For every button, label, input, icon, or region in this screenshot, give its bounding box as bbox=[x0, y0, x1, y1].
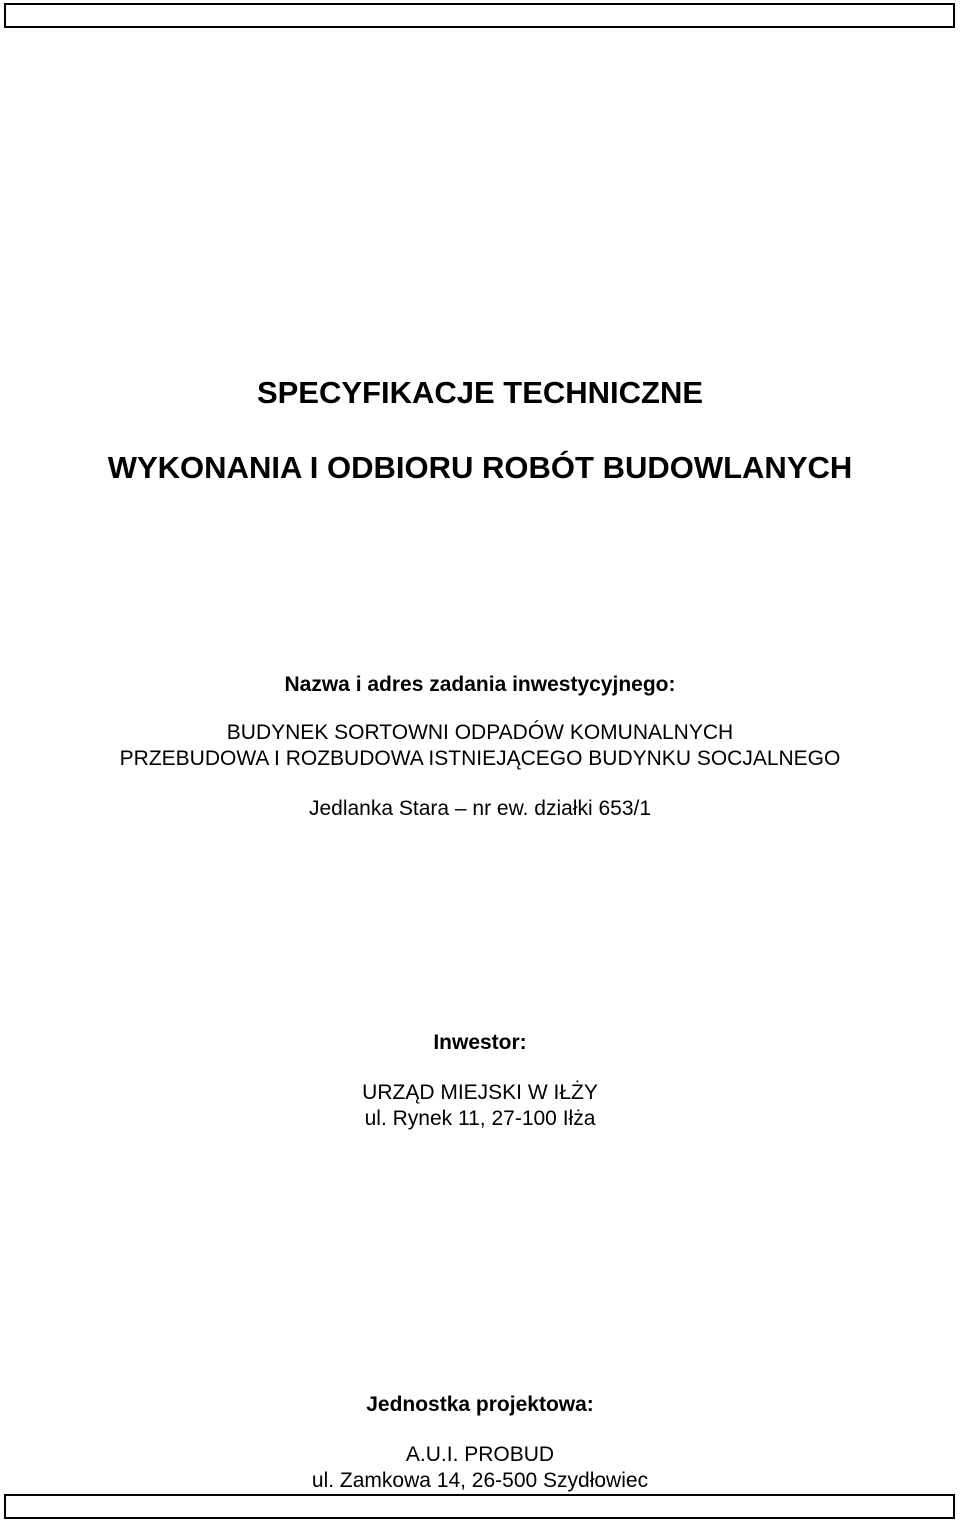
design-unit-label: Jednostka projektowa: bbox=[366, 1393, 594, 1416]
task-name-line-1: BUDYNEK SORTOWNI ODPADÓW KOMUNALNYCH bbox=[226, 721, 734, 744]
investor-name: URZĄD MIEJSKI W IŁŻY bbox=[362, 1081, 598, 1104]
design-unit-address: ul. Zamkowa 14, 26-500 Szydłowiec bbox=[311, 1469, 649, 1492]
investor-label: Inwestor: bbox=[433, 1031, 527, 1054]
document-title-line-2: WYKONANIA I ODBIORU ROBÓT BUDOWLANYCH bbox=[107, 450, 853, 485]
task-label: Nazwa i adres zadania inwestycyjnego: bbox=[284, 673, 676, 696]
document-title-line-1: SPECYFIKACJE TECHNICZNE bbox=[256, 375, 704, 410]
design-unit-name: A.U.I. PROBUD bbox=[405, 1443, 555, 1466]
investor-address: ul. Rynek 11, 27-100 Iłża bbox=[364, 1107, 596, 1130]
footer-frame bbox=[4, 1494, 955, 1519]
header-frame bbox=[4, 3, 955, 28]
task-location: Jedlanka Stara – nr ew. działki 653/1 bbox=[308, 797, 652, 820]
task-name-line-2: PRZEBUDOWA I ROZBUDOWA ISTNIEJĄCEGO BUDYNKU SOCJALNEGO bbox=[119, 747, 841, 770]
